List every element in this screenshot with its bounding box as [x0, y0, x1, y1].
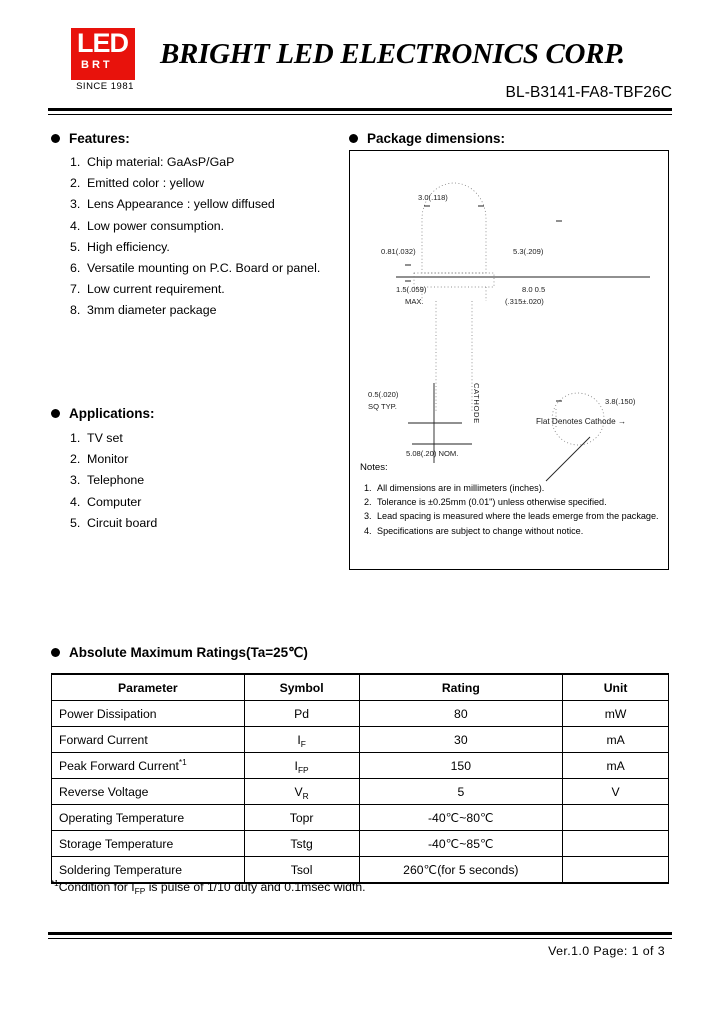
list-text: Chip material: GaAsP/GaP	[87, 155, 235, 169]
note-text: Specifications are subject to change without notice.	[377, 525, 584, 536]
dim-lead-square-note: SQ TYP.	[368, 402, 397, 411]
table-row	[52, 701, 669, 727]
cell-parameter: Peak Forward Current$^{*1}$	[52, 753, 245, 779]
table-row	[52, 779, 669, 805]
footnote-text-b: is pulse of 1/10 duty and 0.1msec width.	[145, 880, 366, 894]
applications-heading-label: Applications:	[69, 406, 155, 421]
features-heading-label: Features:	[69, 131, 130, 146]
footer-rule-thin	[48, 938, 672, 939]
package-dimensions-heading-label: Package dimensions:	[367, 131, 506, 146]
parameter-footnote-marker: *1	[178, 757, 187, 767]
dim-body-height: 5.3(.209)	[513, 247, 544, 256]
list-text: Lens Appearance : yellow diffused	[87, 197, 275, 212]
cell-parameter: Power Dissipation	[52, 701, 245, 727]
application-item	[70, 492, 157, 513]
absolute-maximum-ratings-table	[51, 673, 669, 884]
package-dimensions-heading	[349, 131, 505, 146]
cell-unit: mA	[563, 753, 669, 779]
cell-rating: 30	[359, 727, 563, 753]
logo-led-text: LED	[77, 28, 128, 58]
logo-since-text: SINCE 1981	[76, 81, 134, 92]
note-text: Tolerance is ±0.25mm (0.01") unless otherwise specified.	[377, 497, 607, 508]
header-rule-thin	[48, 114, 672, 115]
list-number: 6.	[70, 261, 81, 276]
bullet-icon	[51, 648, 60, 657]
application-item	[70, 513, 157, 534]
note-item	[364, 510, 662, 522]
company-name: BRIGHT LED ELECTRONICS CORP.	[160, 38, 625, 70]
ratings-heading-label: Absolute Maximum Ratings(Ta=25℃)	[69, 645, 308, 660]
symbol-subscript: R	[302, 790, 309, 801]
list-number: 7.	[70, 282, 81, 297]
list-number: 3.	[70, 197, 81, 212]
list-text: High efficiency.	[87, 239, 170, 254]
notes-list	[364, 482, 662, 539]
note-text: Lead spacing is measured where the leads emerge from the package.	[377, 511, 659, 522]
column-header-parameter: Parameter	[52, 674, 245, 701]
note-item	[364, 525, 662, 537]
feature-item	[70, 300, 320, 321]
cell-symbol: $I_F$	[244, 727, 359, 753]
list-text: Telephone	[87, 473, 145, 488]
cell-unit: mW	[563, 701, 669, 727]
bullet-icon	[349, 134, 358, 143]
table-row	[52, 805, 669, 831]
list-text: Low power consumption.	[87, 218, 225, 233]
list-text: Circuit board	[87, 515, 158, 530]
note-item	[364, 496, 662, 508]
applications-list	[70, 428, 157, 534]
list-number: 1.	[70, 155, 81, 169]
column-header-rating: Rating	[359, 674, 563, 701]
cell-symbol: Tstg	[244, 831, 359, 857]
footer-rule-thick	[48, 932, 672, 935]
list-number: 2.	[70, 452, 81, 467]
cell-parameter: Reverse Voltage	[52, 779, 245, 805]
cell-symbol: Topr	[244, 805, 359, 831]
feature-item	[70, 152, 320, 173]
company-logo	[63, 28, 147, 96]
dim-lead-spacing: 5.08(.20) NOM.	[406, 449, 459, 458]
bullet-icon	[51, 134, 60, 143]
symbol-subscript: F	[300, 738, 306, 749]
ratings-footnote	[51, 880, 366, 894]
footer-version-page: Ver.1.0 Page: 1 of 3	[548, 944, 665, 958]
cell-parameter: Forward Current	[52, 727, 245, 753]
table-row	[52, 831, 669, 857]
list-number: 3.	[70, 473, 81, 488]
symbol-subscript: FP	[297, 764, 309, 775]
list-number: 4.	[70, 494, 81, 509]
feature-item	[70, 216, 320, 237]
cell-symbol: Pd	[244, 701, 359, 727]
feature-item	[70, 279, 320, 300]
header-rule-thick	[48, 108, 672, 111]
note-item	[364, 482, 662, 494]
applications-heading	[51, 406, 155, 421]
logo-brt-text: BRT	[81, 59, 113, 71]
note-number: 1.	[364, 483, 372, 493]
part-number: BL-B3141-FA8-TBF26C	[505, 84, 672, 101]
list-number: 5.	[70, 239, 81, 254]
cell-rating: 80	[359, 701, 563, 727]
features-list	[70, 152, 320, 322]
application-item	[70, 449, 157, 470]
cell-symbol: $I_{FP}$	[244, 753, 359, 779]
list-text: 3mm diameter package	[87, 303, 217, 318]
cell-parameter: Soldering Temperature	[52, 857, 245, 884]
flat-note-label: Flat Denotes Cathode	[536, 417, 616, 426]
list-number: 8.	[70, 303, 81, 318]
footnote-subscript: FP	[134, 886, 146, 896]
page-header	[0, 0, 720, 118]
features-heading	[51, 131, 130, 146]
package-dimensions-box	[349, 150, 669, 570]
column-header-symbol: Symbol	[244, 674, 359, 701]
list-text: Low current requirement.	[87, 282, 225, 297]
cell-parameter: Operating Temperature	[52, 805, 245, 831]
cell-rating: 260℃(for 5 seconds)	[359, 857, 563, 884]
note-number: 2.	[364, 497, 372, 508]
cell-unit	[563, 857, 669, 884]
note-number: 4.	[364, 525, 372, 536]
list-number: 2.	[70, 176, 81, 191]
cell-rating: 5	[359, 779, 563, 805]
cell-unit	[563, 805, 669, 831]
cell-symbol: $V_R$	[244, 779, 359, 805]
list-text: TV set	[87, 431, 123, 445]
feature-item	[70, 258, 320, 279]
feature-item	[70, 173, 320, 194]
cell-parameter: Storage Temperature	[52, 831, 245, 857]
list-number: 1.	[70, 431, 81, 445]
dim-lead-length-inch: (.315±.020)	[505, 297, 544, 306]
cell-unit: mA	[563, 727, 669, 753]
dim-lead-length: 8.0 0.5	[522, 285, 546, 294]
dim-cathode-label: CATHODE	[472, 383, 481, 424]
dim-flange-height-note: MAX.	[405, 297, 424, 306]
footnote-marker: *1	[51, 879, 59, 888]
cell-rating: -40℃~85℃	[359, 831, 563, 857]
ratings-heading	[51, 645, 308, 661]
cell-unit: V	[563, 779, 669, 805]
table-body	[52, 701, 669, 884]
cell-unit	[563, 831, 669, 857]
dim-lead-square: 0.5(.020)	[368, 390, 399, 399]
application-item	[70, 428, 157, 449]
feature-item	[70, 237, 320, 258]
dim-top-width: 3.0(.118)	[418, 193, 448, 202]
list-text: Emitted color : yellow	[87, 176, 205, 191]
application-item	[70, 470, 157, 491]
cell-symbol: Tsol	[244, 857, 359, 884]
cell-rating: 150	[359, 753, 563, 779]
table-row	[52, 727, 669, 753]
dim-left-flange: 0.81(.032)	[381, 247, 416, 256]
table-row	[52, 753, 669, 779]
cell-rating: -40℃~80℃	[359, 805, 563, 831]
note-text: All dimensions are in millimeters (inches).	[377, 483, 545, 493]
dim-flange-diameter: 3.8(.150)	[605, 397, 636, 406]
list-number: 4.	[70, 218, 81, 233]
bullet-icon	[51, 409, 60, 418]
list-text: Monitor	[87, 452, 129, 467]
table-header-row	[52, 674, 669, 701]
notes-heading: Notes:	[360, 462, 388, 473]
footnote-text-a: Condition for I	[58, 880, 135, 894]
list-number: 5.	[70, 515, 81, 530]
dim-flat-denotes-cathode: Flat Denotes Cathode →	[536, 417, 627, 426]
column-header-unit: Unit	[563, 674, 669, 701]
list-text: Computer	[87, 494, 142, 509]
note-number: 3.	[364, 511, 372, 522]
list-text: Versatile mounting on P.C. Board or panel.	[87, 261, 321, 276]
dim-flange-height: 1.5(.059)	[396, 285, 427, 294]
feature-item	[70, 194, 320, 215]
